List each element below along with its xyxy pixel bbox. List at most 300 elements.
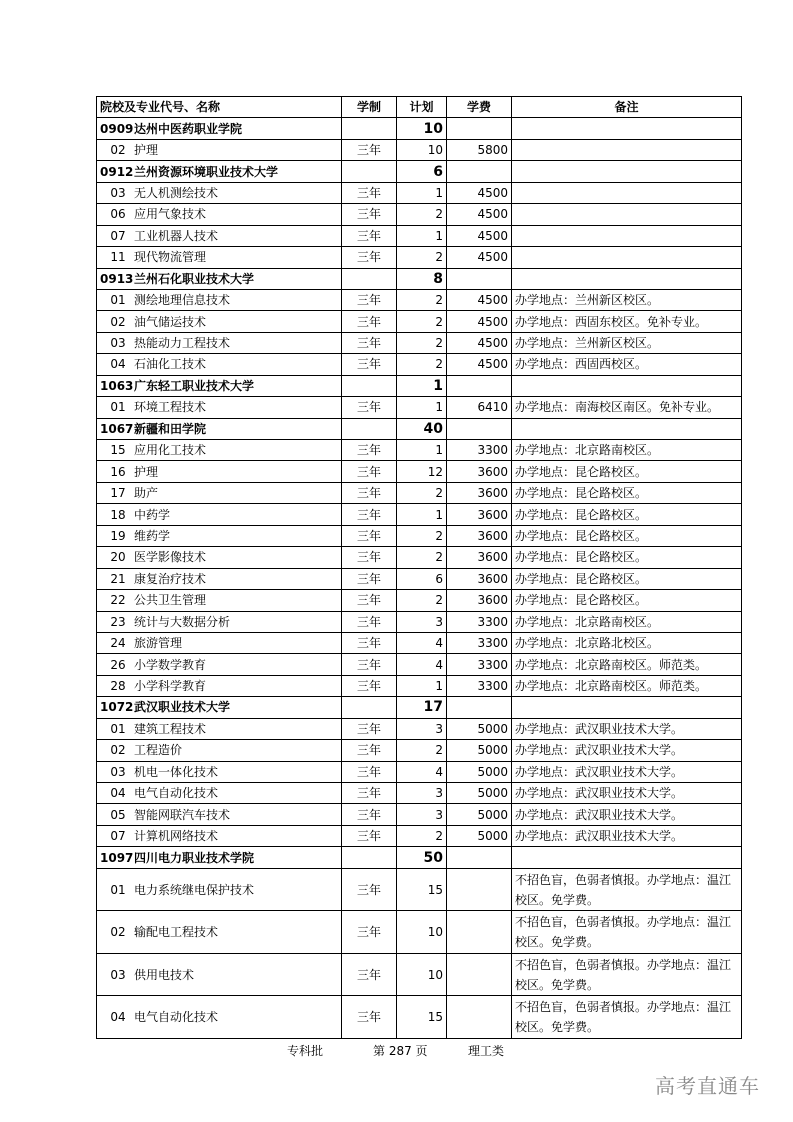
major-fee [447,996,512,1039]
major-code: 03 [110,764,126,779]
major-name: 工业机器人技术 [134,228,219,243]
major-row [97,804,742,825]
major-duration: 三年 [342,654,397,675]
major-code: 01 [110,721,126,736]
major-code: 28 [110,679,126,694]
major-code: 18 [110,507,126,522]
major-fee: 3600 [447,504,512,525]
major-code: 03 [110,185,126,200]
major-duration: 三年 [342,611,397,632]
school-duration-cell [342,118,397,139]
school-plan: 1 [397,375,447,396]
major-plan: 10 [397,139,447,160]
major-code: 21 [110,571,126,586]
school-row [97,161,742,182]
major-code: 20 [110,550,126,565]
major-row [97,675,742,696]
school-name: 新疆和田学院 [134,421,207,436]
school-fee-cell [447,375,512,396]
major-row [97,482,742,503]
major-duration: 三年 [342,204,397,225]
major-duration: 三年 [342,504,397,525]
major-remark: 办学地点：武汉职业技术大学。 [512,804,742,825]
school-name-cell [97,697,342,718]
major-remark: 办学地点：昆仑路校区。 [512,568,742,589]
school-plan: 17 [397,697,447,718]
major-code: 03 [110,967,126,982]
major-plan: 4 [397,761,447,782]
major-name: 智能网联汽车技术 [134,807,231,822]
major-name: 小学数学教育 [134,657,207,672]
school-remark-cell [512,375,742,396]
major-remark: 办学地点：昆仑路校区。 [512,547,742,568]
school-code: 1097 [100,850,134,865]
major-plan: 2 [397,525,447,546]
major-plan: 3 [397,718,447,739]
major-code: 04 [110,357,126,372]
school-remark-cell [512,268,742,289]
major-code: 11 [110,250,126,265]
major-code: 04 [110,1010,126,1024]
header-remark: 备注 [512,97,742,118]
major-fee: 6410 [447,397,512,418]
major-plan: 4 [397,654,447,675]
major-duration: 三年 [342,182,397,203]
major-code: 03 [110,336,126,351]
major-name: 护理 [134,143,159,158]
major-name: 供用电技术 [134,967,195,982]
major-name-cell [97,911,342,954]
major-fee: 4500 [447,182,512,203]
major-duration: 三年 [342,311,397,332]
school-plan: 50 [397,847,447,868]
major-name: 康复治疗技术 [134,571,207,586]
major-fee: 5000 [447,761,512,782]
major-name-cell [97,568,342,589]
major-code: 16 [110,464,126,479]
major-fee: 3300 [447,654,512,675]
major-duration: 三年 [342,440,397,461]
major-name: 机电一体化技术 [134,764,219,779]
major-row [97,632,742,653]
footer-batch: 专科批 [287,1044,324,1058]
major-code: 26 [110,657,126,672]
school-name: 四川电力职业技术学院 [134,850,255,865]
major-name: 小学科学教育 [134,679,207,694]
major-name-cell [97,525,342,546]
major-name-cell [97,718,342,739]
major-duration: 三年 [342,740,397,761]
major-plan: 1 [397,675,447,696]
school-fee-cell [447,268,512,289]
major-name-cell [97,611,342,632]
major-duration: 三年 [342,825,397,846]
major-duration: 三年 [342,525,397,546]
major-duration: 三年 [342,718,397,739]
major-plan: 15 [397,996,447,1039]
major-name: 测绘地理信息技术 [134,293,231,308]
major-name: 环境工程技术 [134,400,207,415]
major-name-cell [97,868,342,911]
major-row [97,461,742,482]
major-fee [447,868,512,911]
major-name-cell [97,247,342,268]
school-remark-cell [512,697,742,718]
major-name-cell [97,675,342,696]
school-name-cell [97,418,342,439]
major-remark: 不招色盲，色弱者慎报。办学地点：温江校区。免学费。 [512,953,742,996]
major-plan: 12 [397,461,447,482]
school-code: 0913 [100,271,134,286]
major-row [97,996,742,1039]
major-remark: 办学地点：北京路南校区。 [512,611,742,632]
major-name-cell [97,547,342,568]
school-name: 兰州石化职业技术大学 [134,271,255,286]
major-plan: 2 [397,204,447,225]
major-plan: 2 [397,289,447,310]
major-plan: 2 [397,247,447,268]
major-plan: 1 [397,182,447,203]
major-row [97,247,742,268]
major-row [97,953,742,996]
school-name: 武汉职业技术大学 [134,700,231,715]
major-plan: 2 [397,590,447,611]
major-name-cell [97,740,342,761]
major-remark: 办学地点：西固东校区。免补专业。 [512,311,742,332]
major-plan: 1 [397,397,447,418]
major-name-cell [97,632,342,653]
major-name-cell [97,289,342,310]
footer-category: 理工类 [468,1044,505,1058]
major-code: 05 [110,807,126,822]
major-plan: 3 [397,783,447,804]
major-fee [447,911,512,954]
major-fee: 3600 [447,568,512,589]
school-code: 1063 [100,378,134,393]
major-duration: 三年 [342,332,397,353]
school-duration-cell [342,161,397,182]
major-name: 电力系统继电保护技术 [134,882,255,897]
major-fee: 3600 [447,525,512,546]
major-plan: 4 [397,632,447,653]
major-plan: 2 [397,547,447,568]
school-fee-cell [447,697,512,718]
major-name-cell [97,332,342,353]
major-remark: 办学地点：武汉职业技术大学。 [512,718,742,739]
major-name: 计算机网络技术 [134,829,219,844]
major-duration: 三年 [342,632,397,653]
major-row [97,783,742,804]
major-remark [512,225,742,246]
major-name-cell [97,654,342,675]
major-code: 22 [110,593,126,608]
school-duration-cell [342,418,397,439]
major-name-cell [97,397,342,418]
major-plan: 1 [397,440,447,461]
major-duration: 三年 [342,761,397,782]
major-fee: 5000 [447,718,512,739]
major-row [97,204,742,225]
table-header-row [97,97,742,118]
school-code: 0912 [100,164,134,179]
major-row [97,547,742,568]
major-name: 建筑工程技术 [134,721,207,736]
major-fee: 5000 [447,740,512,761]
major-fee: 5000 [447,825,512,846]
major-remark: 不招色盲，色弱者慎报。办学地点：温江校区。免学费。 [512,911,742,954]
header-fee: 学费 [447,97,512,118]
major-name: 石油化工技术 [134,357,207,372]
school-row [97,697,742,718]
school-name-cell [97,375,342,396]
major-name-cell [97,461,342,482]
major-fee [447,953,512,996]
major-name-cell [97,953,342,996]
table-body [97,118,742,1038]
major-row [97,654,742,675]
major-remark: 办学地点：武汉职业技术大学。 [512,825,742,846]
major-name: 应用气象技术 [134,207,207,222]
major-row [97,289,742,310]
major-name: 电气自动化技术 [134,786,219,801]
major-name-cell [97,204,342,225]
major-plan: 2 [397,332,447,353]
major-fee: 4500 [447,311,512,332]
major-remark [512,204,742,225]
major-name-cell [97,354,342,375]
major-fee: 3600 [447,482,512,503]
major-name: 电气自动化技术 [134,1010,219,1024]
major-name: 维药学 [134,528,171,543]
major-remark: 不招色盲，色弱者慎报。办学地点：温江校区。免学费。 [512,996,742,1039]
major-remark [512,182,742,203]
major-plan: 10 [397,911,447,954]
major-plan: 1 [397,225,447,246]
school-code: 1072 [100,700,134,715]
school-name-cell [97,161,342,182]
major-row [97,825,742,846]
major-row [97,139,742,160]
major-name-cell [97,504,342,525]
major-row [97,590,742,611]
major-code: 02 [110,925,126,939]
school-duration-cell [342,268,397,289]
school-remark-cell [512,161,742,182]
school-remark-cell [512,118,742,139]
school-row [97,418,742,439]
major-name-cell [97,761,342,782]
school-name-cell [97,847,342,868]
major-remark: 不招色盲，色弱者慎报。办学地点：温江校区。免学费。 [512,868,742,911]
major-name: 统计与大数据分析 [134,614,231,629]
major-duration: 三年 [342,225,397,246]
school-row [97,847,742,868]
major-remark: 办学地点：西固西校区。 [512,354,742,375]
major-fee: 3600 [447,590,512,611]
major-duration: 三年 [342,247,397,268]
school-duration-cell [342,697,397,718]
school-code: 0909 [100,121,134,136]
major-duration: 三年 [342,804,397,825]
major-plan: 3 [397,611,447,632]
major-row [97,397,742,418]
major-plan: 2 [397,740,447,761]
major-fee: 4500 [447,289,512,310]
major-row [97,182,742,203]
major-duration: 三年 [342,354,397,375]
major-plan: 2 [397,354,447,375]
major-fee: 3300 [447,632,512,653]
school-name-cell [97,118,342,139]
major-remark: 办学地点：北京路南校区。师范类。 [512,675,742,696]
major-name: 无人机测绘技术 [134,185,219,200]
school-fee-cell [447,118,512,139]
major-name-cell [97,482,342,503]
major-name: 热能动力工程技术 [134,336,231,351]
major-fee: 4500 [447,332,512,353]
major-remark: 办学地点：昆仑路校区。 [512,525,742,546]
school-name: 广东轻工职业技术大学 [134,378,255,393]
major-fee: 3600 [447,547,512,568]
major-name-cell [97,225,342,246]
major-name: 护理 [134,464,159,479]
major-remark: 办学地点：兰州新区校区。 [512,332,742,353]
major-name-cell [97,311,342,332]
header-duration: 学制 [342,97,397,118]
major-fee: 4500 [447,247,512,268]
major-row [97,504,742,525]
major-row [97,568,742,589]
major-row [97,225,742,246]
school-row [97,375,742,396]
major-code: 19 [110,528,126,543]
major-remark [512,247,742,268]
header-plan: 计划 [397,97,447,118]
major-remark: 办学地点：武汉职业技术大学。 [512,761,742,782]
major-plan: 2 [397,482,447,503]
major-code: 01 [110,400,126,415]
major-fee: 3300 [447,675,512,696]
major-duration: 三年 [342,953,397,996]
major-remark: 办学地点：武汉职业技术大学。 [512,740,742,761]
school-row [97,268,742,289]
major-row [97,611,742,632]
major-fee: 5000 [447,804,512,825]
major-fee: 5000 [447,783,512,804]
major-remark: 办学地点：南海校区南区。免补专业。 [512,397,742,418]
major-code: 01 [110,293,126,308]
major-code: 07 [110,829,126,844]
major-row [97,440,742,461]
major-name: 油气储运技术 [134,314,207,329]
school-fee-cell [447,161,512,182]
footer-page: 第 287 页 [373,1044,428,1058]
major-plan: 1 [397,504,447,525]
major-name-cell [97,590,342,611]
major-remark: 办学地点：北京路南校区。师范类。 [512,654,742,675]
major-code: 24 [110,636,126,651]
major-name-cell [97,182,342,203]
major-code: 15 [110,443,126,458]
major-plan: 2 [397,825,447,846]
major-duration: 三年 [342,139,397,160]
admission-plan-table [96,96,742,1039]
major-remark: 办学地点：武汉职业技术大学。 [512,783,742,804]
major-code: 17 [110,486,126,501]
major-remark [512,139,742,160]
major-plan: 3 [397,804,447,825]
school-fee-cell [447,418,512,439]
major-row [97,740,742,761]
school-duration-cell [342,375,397,396]
major-fee: 3600 [447,461,512,482]
major-name: 医学影像技术 [134,550,207,565]
school-remark-cell [512,418,742,439]
major-row [97,761,742,782]
major-plan: 2 [397,311,447,332]
major-code: 07 [110,228,126,243]
major-remark: 办学地点：昆仑路校区。 [512,504,742,525]
major-name-cell [97,996,342,1039]
major-row [97,525,742,546]
major-duration: 三年 [342,783,397,804]
major-row [97,868,742,911]
major-duration: 三年 [342,289,397,310]
major-name: 中药学 [134,507,171,522]
major-code: 02 [110,314,126,329]
major-name: 工程造价 [134,743,183,758]
major-duration: 三年 [342,590,397,611]
major-duration: 三年 [342,461,397,482]
major-name: 输配电工程技术 [134,925,219,939]
major-name: 公共卫生管理 [134,593,207,608]
major-plan: 10 [397,953,447,996]
major-row [97,332,742,353]
school-code: 1067 [100,421,134,436]
major-name-cell [97,139,342,160]
major-plan: 15 [397,868,447,911]
major-remark: 办学地点：昆仑路校区。 [512,461,742,482]
major-row [97,311,742,332]
major-plan: 6 [397,568,447,589]
major-fee: 4500 [447,225,512,246]
school-plan: 8 [397,268,447,289]
school-name: 兰州资源环境职业技术大学 [134,164,279,179]
major-code: 02 [110,743,126,758]
major-fee: 4500 [447,204,512,225]
school-duration-cell [342,847,397,868]
major-duration: 三年 [342,868,397,911]
major-name: 现代物流管理 [134,250,207,265]
major-name-cell [97,783,342,804]
major-name: 旅游管理 [134,636,183,651]
major-row [97,718,742,739]
major-duration: 三年 [342,568,397,589]
major-name: 应用化工技术 [134,443,207,458]
major-fee: 3300 [447,440,512,461]
major-code: 01 [110,882,126,897]
major-code: 02 [110,143,126,158]
major-duration: 三年 [342,675,397,696]
school-name-cell [97,268,342,289]
school-plan: 6 [397,161,447,182]
major-duration: 三年 [342,996,397,1039]
major-code: 06 [110,207,126,222]
major-remark: 办学地点：昆仑路校区。 [512,482,742,503]
major-remark: 办学地点：北京路南校区。 [512,440,742,461]
school-remark-cell [512,847,742,868]
school-fee-cell [447,847,512,868]
